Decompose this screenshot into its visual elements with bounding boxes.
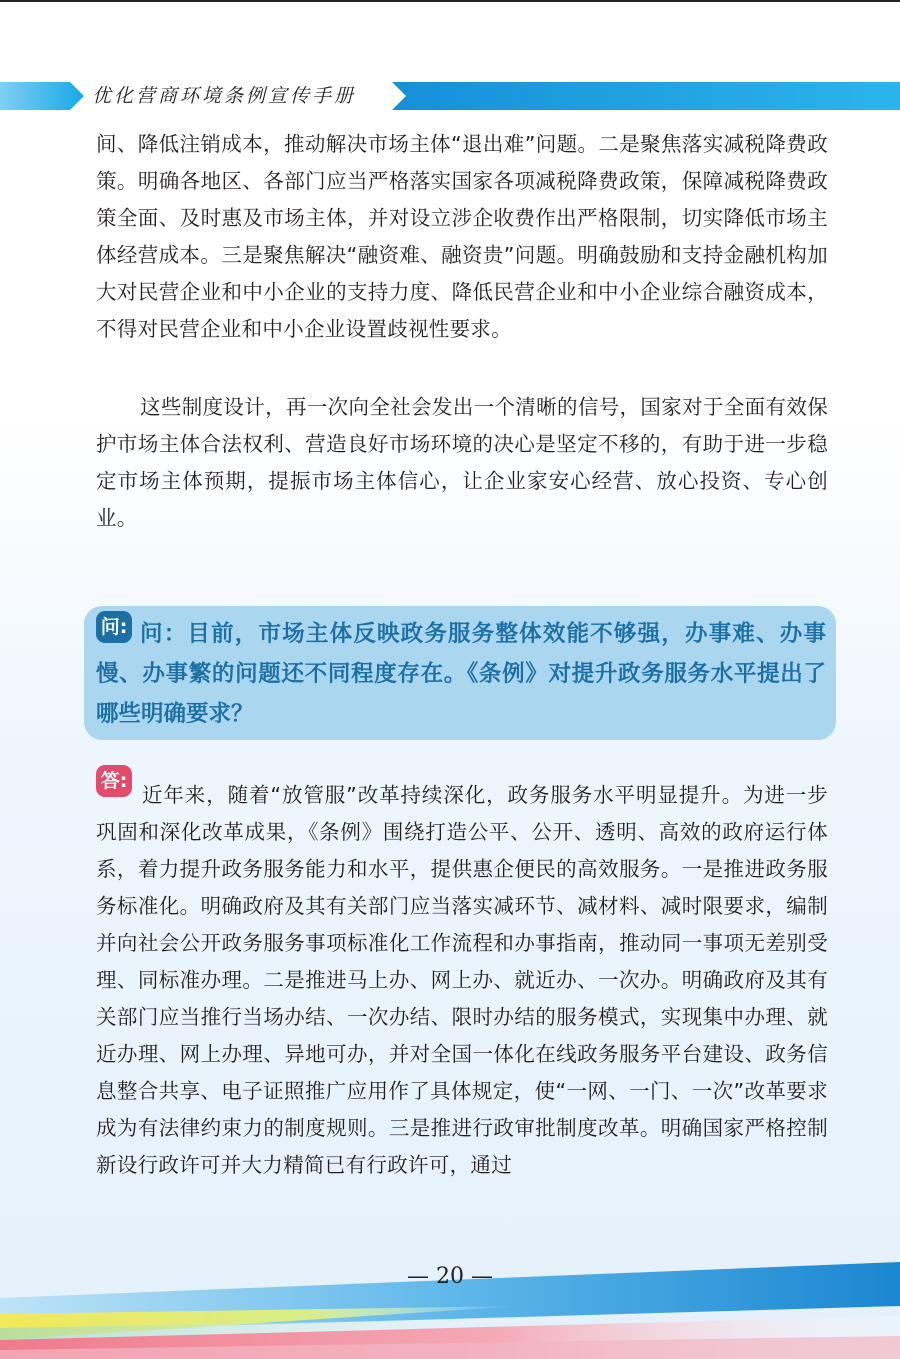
header-title: 优化营商环境条例宣传手册 — [92, 85, 357, 107]
page-number: — 20 — — [407, 1264, 493, 1289]
question-box — [84, 606, 836, 740]
paragraph-1: 间、降低注销成本，推动解决市场主体“退出难”问题。二是聚焦落实减税降费政策。明确各地区、各部门应当严格落实国家各项减税降费政策，保障减税降费政策全面、及时惠及市场主体，并对设立涉企收费作出严格限制，切实降低市场主体经营成本。三是聚焦解决“融资难、融资贵”问题。明确鼓励和支持金融机构加大对民营企业和中小企业的支持力度、降低民营企业和中小企业综合融资成本，不得对民营企业和中小企业设置歧视性要求。 — [96, 132, 828, 341]
top-rule — [0, 0, 900, 2]
header-banner — [0, 82, 900, 110]
answer-text: 近年来，随着“放管服”改革持续深化，政务服务水平明显提升。为进一步巩固和深化改革成果，《条例》围绕打造公平、公开、透明、高效的政府运行体系，着力提升政务服务能力和水平，提供惠企便民的高效服务。一是推进政务服务标准化。明确政府及其有关部门应当落实减环节、减材料、减时限要求，编制并向社会公开政务服务事项标准化工作流程和办事指南，推动同一事项无差别受理、同标准办理。二是推进马上办、网上办、就近办、一次办。明确政府及其有关部门应当推行当场办结、一次办结、限时办结的服务模式，实现集中办理、就近办理、网上办理、异地可办，并对全国一体化在线政务服务平台建设、政务信息整合共享、电子证照推广应用作了具体规定，使“一网、一门、一次”改革要求成为有法律约束力的制度规则。三是推进行政审批制度改革。明确国家严格控制新设行政许可并大力精简已有行政许可，通过 — [96, 783, 828, 1177]
question-badge: 问: — [96, 611, 132, 643]
paragraph-2: 这些制度设计，再一次向全社会发出一个清晰的信号，国家对于全面有效保护市场主体合法权利、营造良好市场环境的决心是坚定不移的，有助于进一步稳定市场主体预期，提振市场主体信心，让企业家安心经营、放心投资、专心创业。 — [96, 395, 828, 530]
answer-badge: 答: — [96, 765, 132, 797]
question-text: 问：目前，市场主体反映政务服务整体效能不够强，办事难、办事慢、办事繁的问题还不同程度存在。《条例》对提升政务服务水平提出了哪些明确要求？ — [96, 621, 826, 727]
